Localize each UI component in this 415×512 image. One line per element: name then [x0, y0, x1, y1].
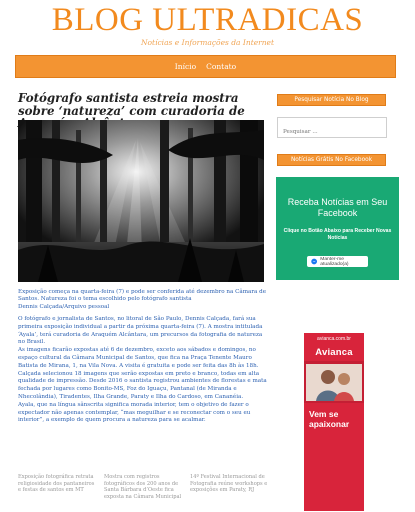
caption-credit: Dennis Calçada/Arquivo pessoal — [18, 303, 110, 310]
messenger-subscribe-button[interactable] — [307, 256, 368, 267]
image-caption — [18, 289, 268, 311]
sidebar-ad-banner[interactable] — [304, 333, 364, 511]
caption-text: Exposição começa na quarta-feira (7) e pode ser conferida até dezembro na Câmara de Santos. Natureza foi o tema escolhido pelo fotógrafo santista — [18, 289, 267, 303]
facebook-widget-heading: Notícias Grátis No Facebook — [277, 154, 386, 166]
nav-item-contato[interactable]: Contato — [206, 62, 237, 71]
messenger-icon — [311, 258, 317, 265]
nav-item-inicio[interactable]: Início — [174, 62, 197, 71]
search-widget-heading: Pesquisar Notícia No Blog — [277, 94, 386, 106]
article-paragraph: Calçada selecionou 18 imagens que serão expostas em preto e branco, todas em alta qualidade de impressão. Desde 2016 o santista registrou ambientes de florestas e mata fechada por lugares como Bonito-MS, Foz do Iguaçu, Pantanal (de Miranda e Nhecolândia), Tiradentes, Ilha Grande, Paraty e Ilha do Cardoso, em Cananéia. — [18, 370, 267, 400]
main-navbar — [15, 55, 396, 78]
ad-url: avianca.com.br — [317, 336, 351, 342]
search-box — [277, 117, 387, 138]
facebook-subscribe-widget — [276, 177, 399, 280]
article-body — [18, 316, 268, 425]
search-input[interactable] — [278, 123, 386, 142]
ad-tagline: Vem se apaixonar — [309, 409, 350, 429]
post-featured-image — [18, 120, 264, 282]
site-tagline: Notícias e Informações da Internet — [140, 38, 275, 47]
site-title[interactable]: BLOG ULTRADICAS — [51, 2, 364, 38]
related-post-link[interactable]: Exposição fotográfica retrata religiosidade dos pantaneiros e festas de santos em MT — [18, 474, 95, 494]
ad-photo — [304, 361, 364, 403]
messenger-button-label: Manter-me atualizado(a) — [320, 256, 349, 267]
article-paragraph: As imagens ficarão expostas até 6 de dezembro, exceto aos sábados e domingos, no espaço cultural da Câmara Municipal de Santos, que fica na Praça Tenente Mauro Batista de Mirana, 1, na Vila Nova. A visita é gratuita e pode ser feita das 8h às 18h. — [18, 347, 259, 369]
related-post-link[interactable]: Mostra com registros fotográficos dos 200 anos de Santa Bárbara d’Oeste fica exposta na Câmara Municipal — [104, 474, 182, 500]
forest-photo — [18, 120, 264, 282]
post-title: Fotógrafo santista estreia mostra sobre ‘natureza’ com curadoria de — [18, 91, 245, 118]
article-paragraph: O fotógrafo e jornalista de Santos, no litoral de São Paulo, Dennis Calçada, fará sua primeira exposição individual a partir da próxima quarta-feira (7). A mostra intitulada ‘Ayala’, terá curadoria de Araquém Alcântara, um precursos da fotografia de natureza no Brasil. — [18, 316, 263, 346]
fb-widget-title: Receba Notícias em Seu Facebook — [287, 197, 388, 218]
ad-brand-logo: Avianca — [315, 347, 353, 358]
article-paragraph: Ayala, que na língua sânscrita significa morada interior, tem o objetivo de fazer o expectador não apenas contemplar, “mas meguilhar e se reconectar com o seu eu interior”, a exemplo de quem procura a natureza para se acalmar. — [18, 401, 251, 424]
fb-widget-subtitle: Clique no Botão Abaixo para Receber Novas Notícias — [283, 228, 392, 242]
related-posts — [18, 474, 268, 500]
related-post-link[interactable]: 14º Festival Internacional de Fotografia reúne workshops e exposições em Paraty, RJ — [190, 474, 268, 494]
